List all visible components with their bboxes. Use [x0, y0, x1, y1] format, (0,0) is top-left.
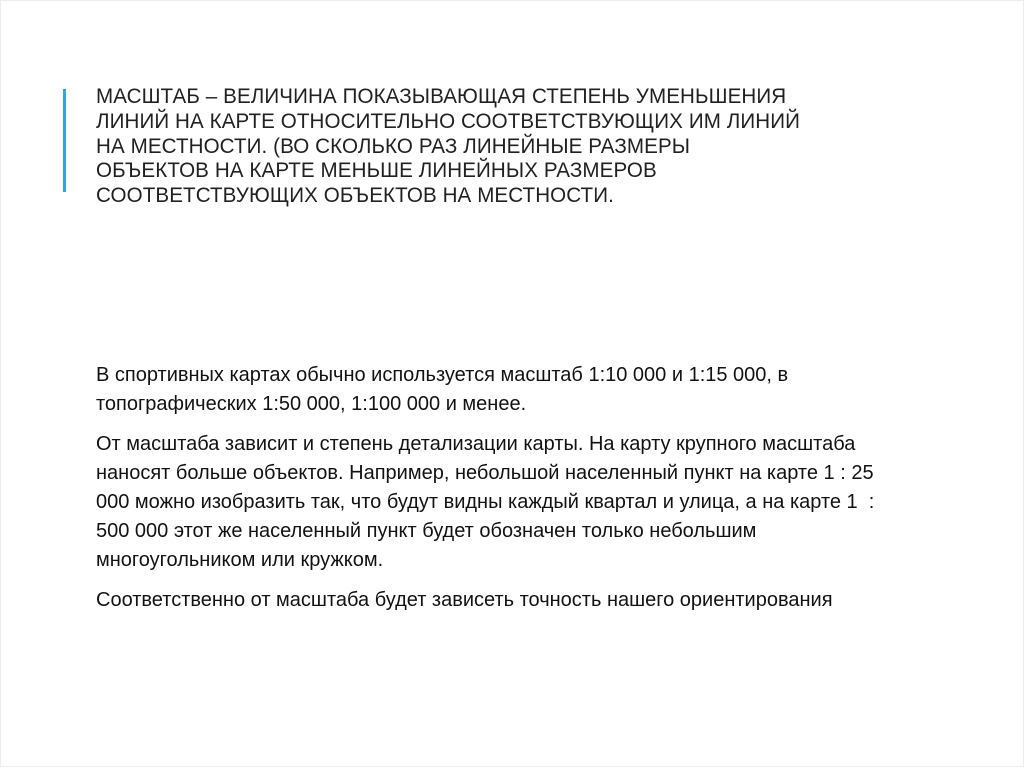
title-accent-bar: [63, 89, 66, 192]
title-line: СООТВЕТСТВУЮЩИХ ОБЪЕКТОВ НА МЕСТНОСТИ.: [96, 184, 614, 208]
paragraph-orienteering-accuracy: Соответственно от масштаба будет зависеть точность нашего ориентирования: [96, 589, 833, 611]
title-line: ЛИНИЙ НА КАРТЕ ОТНОСИТЕЛЬНО СООТВЕТСТВУЮЩИХ ИМ ЛИНИЙ: [96, 109, 801, 133]
title-line: МАСШТАБ – ВЕЛИЧИНА ПОКАЗЫВАЮЩАЯ СТЕПЕНЬ УМЕНЬШЕНИЯ: [96, 85, 787, 108]
title-line: НА МЕСТНОСТИ. (ВО СКОЛЬКО РАЗ ЛИНЕЙНЫЕ РАЗМЕРЫ: [96, 134, 691, 158]
title-line: ОБЪЕКТОВ НА КАРТЕ МЕНЬШЕ ЛИНЕЙНЫХ РАЗМЕРОВ: [96, 159, 657, 183]
paragraph-scales: В спортивных картах обычно используется масштаб 1:10 000 и 1:15 000, в топографических 1:50 000, 1:100 000 и менее.: [96, 364, 794, 415]
paragraph-detail-level: От масштаба зависит и степень детализации карты. На карту крупного масштаба наносят больше объектов. Например, небольшой населенный пункт на карте 1 : 25 000 можно изобразить так, что будут видны каждый квартал и улица, а на карте 1 : 500 000 этот же населенный пункт будет обозначен только небольшим многоугольником или кружком.: [96, 433, 880, 571]
slide-title: [96, 85, 909, 209]
slide-body-text: [96, 361, 911, 626]
